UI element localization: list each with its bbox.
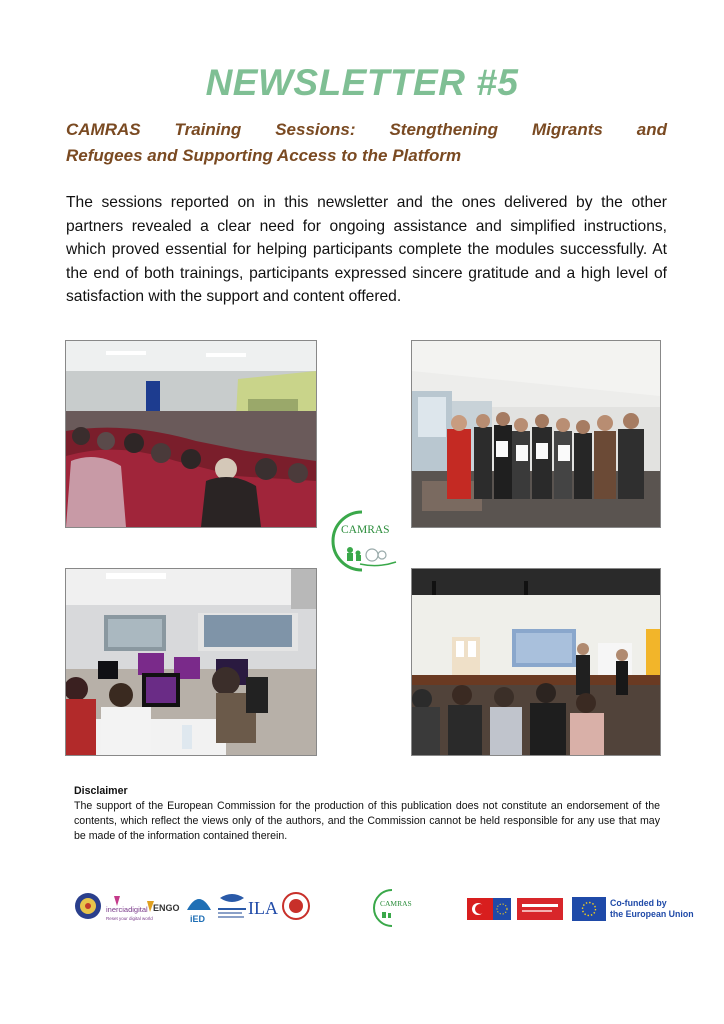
camras-logo bbox=[330, 508, 406, 574]
footer-camras-logo bbox=[374, 890, 412, 926]
partner-logo-association bbox=[218, 894, 246, 918]
svg-text:iED: iED bbox=[190, 914, 206, 924]
svg-text:Reset your digital world: Reset your digital world bbox=[106, 916, 153, 921]
eu-cofunded-text bbox=[610, 898, 694, 920]
eu-flag-icon bbox=[572, 897, 606, 921]
article-heading-line1: CAMRAS Training Sessions: Stengthening Migrants and bbox=[66, 120, 667, 139]
partner-logo-ila bbox=[248, 898, 278, 918]
article-paragraph: The sessions reported on in this newsletter and the ones delivered by the other partners revealed a clear need for ongoing assistance and simplified instructions, which proved essential for helping participants complete the modules successfully. At the end of both trainings, participants expressed sincere gratitude and a high level of satisfaction with the support and content offered. bbox=[66, 194, 667, 306]
svg-text:CAMRAS: CAMRAS bbox=[380, 899, 412, 908]
svg-text:inerciadigital: inerciadigital bbox=[106, 905, 148, 914]
partner-logo-seal bbox=[283, 893, 309, 919]
eu-cofunded-line1: Co-funded by bbox=[610, 898, 667, 908]
disclaimer bbox=[74, 784, 660, 844]
svg-text:ENGO: ENGO bbox=[153, 903, 180, 913]
article-heading-line2: Refugees and Supporting Access to the Platform bbox=[66, 146, 462, 165]
article-heading bbox=[66, 117, 667, 169]
partner-logo-municipality bbox=[75, 893, 101, 919]
eu-cofunded-line2: the European Union bbox=[610, 909, 694, 919]
partner-logo-inercia bbox=[106, 896, 153, 921]
newsletter-title: NEWSLETTER #5 bbox=[205, 62, 519, 103]
turkey-eu-flag-logo bbox=[467, 898, 511, 920]
partner-logo-ied bbox=[187, 899, 211, 924]
disclaimer-text: The support of the European Commission for the production of this publication does not constitute an endorsement of the contents, which reflect the views only of the authors, and the Commission cannot be held responsible for any use that may be made of the information contained therein. bbox=[74, 800, 660, 842]
eu-cofunded-logo bbox=[572, 897, 702, 923]
photo-lecture-hall bbox=[65, 340, 317, 528]
partner-logo-engo bbox=[147, 901, 180, 913]
photo-group-certificates bbox=[411, 340, 661, 528]
photo-presentation-room bbox=[411, 568, 661, 756]
camras-logo-text: CAMRAS bbox=[341, 524, 390, 536]
national-agency-logo bbox=[517, 898, 563, 920]
photo-computer-lab bbox=[65, 568, 317, 756]
svg-text:ILA: ILA bbox=[248, 898, 278, 918]
disclaimer-heading: Disclaimer bbox=[74, 785, 128, 797]
